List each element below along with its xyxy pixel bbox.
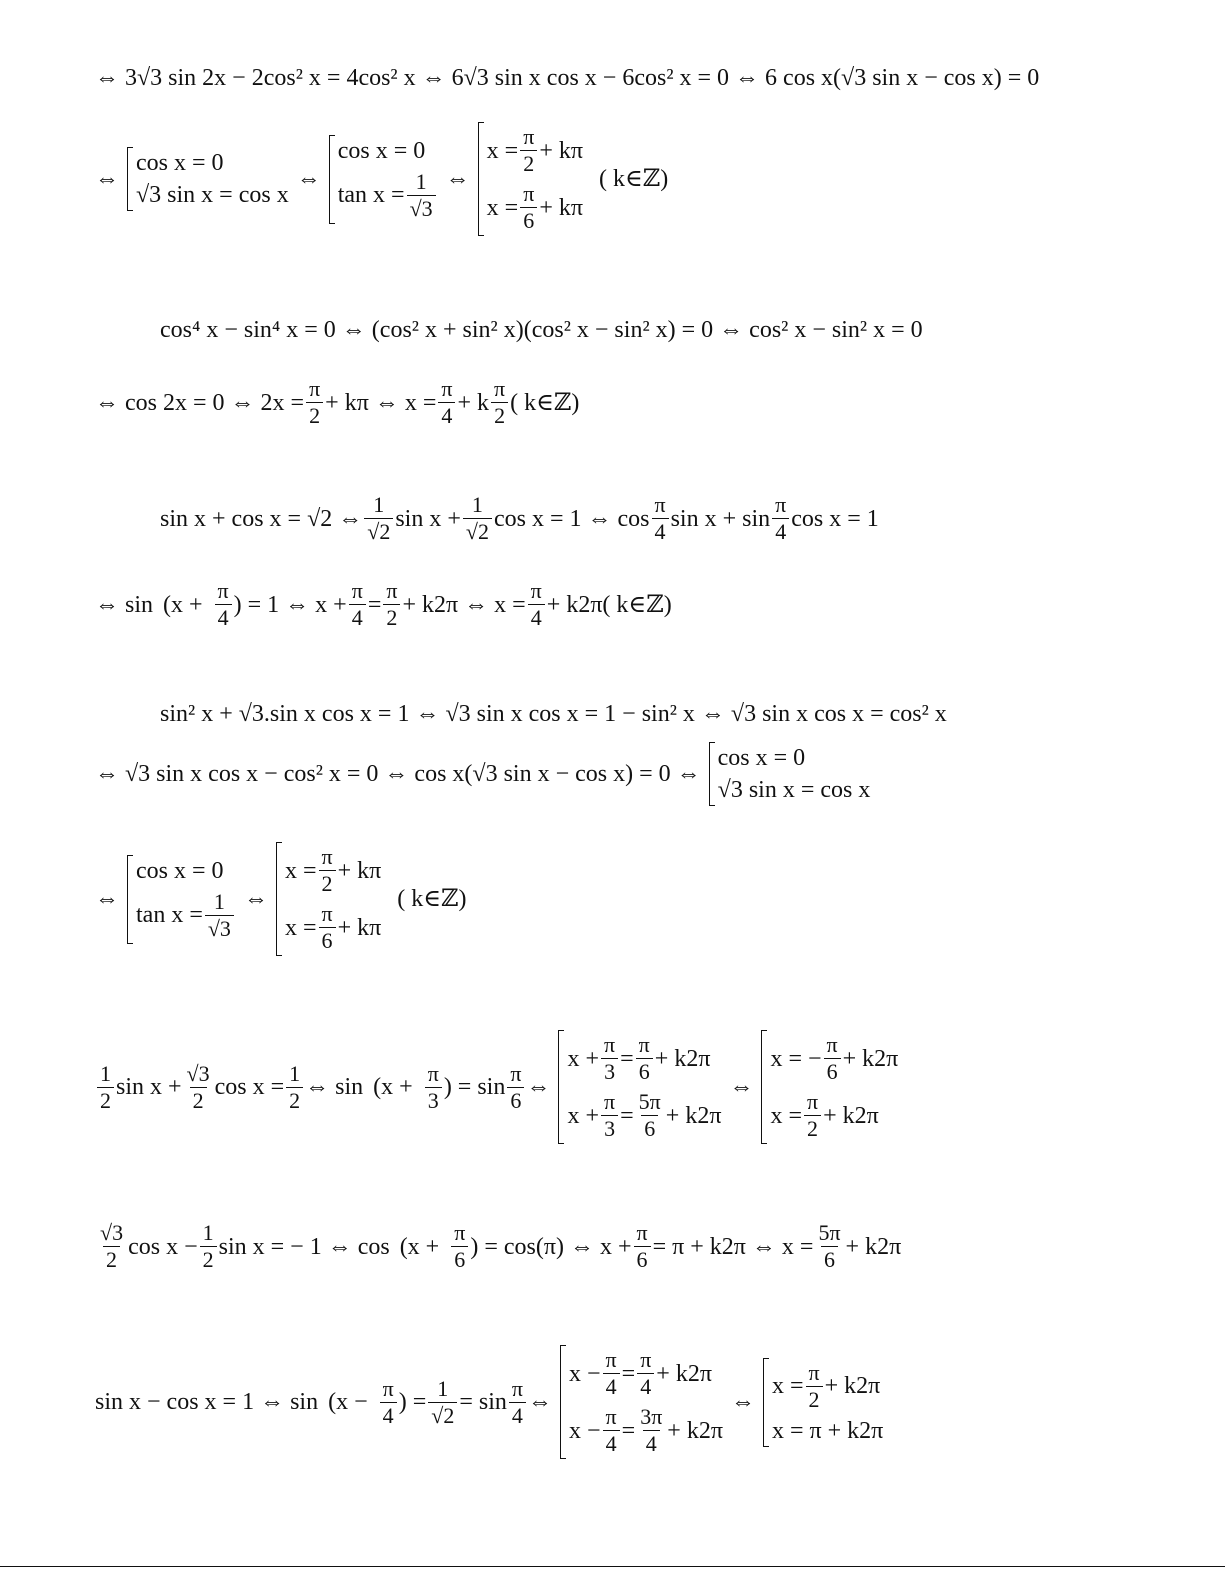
fraction (520, 126, 537, 175)
equation-text: cos⁴ x − sin⁴ x = 0 ⇔ (cos² x + sin² x)(cos² x − sin² x) = 0 ⇔ cos² x − sin² x = 0 (160, 317, 923, 343)
denominator: 4 (643, 1430, 660, 1455)
fraction (184, 1060, 213, 1113)
math-text: ⇔ sin (305, 1074, 364, 1100)
math-text: x + (567, 1045, 600, 1072)
math-text: cos x = (214, 1074, 285, 1100)
math-text: ) = cos(π) ⇔ x + (470, 1233, 632, 1260)
fraction (463, 494, 492, 543)
numerator: π (806, 1089, 819, 1114)
denominator: √2 (364, 518, 393, 543)
denominator: 6 (641, 1115, 658, 1140)
equation-1a (95, 66, 1039, 90)
fraction (200, 1222, 217, 1271)
numerator: 3π (640, 1404, 663, 1429)
math-text: = (621, 1417, 636, 1444)
system-row (338, 167, 438, 224)
fraction (318, 846, 335, 895)
denominator: 3 (601, 1115, 618, 1140)
system-row: cos x = 0 (717, 745, 806, 771)
system-row (487, 122, 583, 179)
fraction (491, 378, 508, 427)
solution-system (763, 1358, 883, 1447)
denominator: √2 (463, 518, 492, 543)
fraction (633, 1222, 650, 1271)
numerator: π (309, 376, 321, 401)
math-text: sin x = − 1 ⇔ cos (218, 1233, 390, 1260)
system-row (569, 1402, 723, 1459)
denominator: 4 (509, 1402, 526, 1427)
denominator: 2 (491, 402, 508, 427)
numerator: π (523, 181, 535, 206)
equiv-symbol: ⇔ (527, 1389, 552, 1415)
math-text: + kπ (337, 857, 382, 884)
numerator: π (321, 844, 333, 869)
fraction (507, 1060, 524, 1113)
denominator: 4 (349, 604, 366, 629)
math-text: sin x + (116, 1074, 182, 1100)
numerator: π (351, 578, 363, 603)
denominator: √3 (205, 915, 234, 940)
numerator: 1 (100, 1060, 111, 1086)
system-row (772, 1358, 883, 1415)
denominator: 2 (190, 1087, 207, 1112)
numerator: 1 (471, 492, 483, 517)
numerator: π (604, 1089, 616, 1114)
numerator: π (382, 1375, 394, 1401)
math-text: + k2π (823, 1102, 879, 1129)
equation-4b (95, 742, 878, 806)
denominator: 6 (451, 1246, 468, 1271)
math-text: tan x = (337, 182, 405, 208)
equation-3b (95, 580, 672, 629)
numerator: π (654, 492, 666, 517)
denominator: 4 (215, 604, 232, 629)
denominator: 6 (821, 1246, 838, 1271)
numerator: 1 (289, 1060, 301, 1086)
denominator: 2 (319, 870, 336, 895)
numerator: π (604, 1032, 616, 1057)
denominator: 2 (97, 1087, 114, 1112)
math-text: ⇔ sin (95, 591, 154, 618)
math-text: cos x − (128, 1233, 198, 1260)
system-row: √3 sin x = cos x (136, 182, 289, 208)
fraction (364, 494, 393, 543)
equation-2a (160, 318, 923, 342)
math-text: (x − (328, 1389, 368, 1415)
numerator: π (427, 1060, 439, 1086)
solution-system (276, 842, 381, 956)
math-text: cos x = 1 ⇔ cos (493, 505, 650, 532)
denominator: 6 (824, 1058, 841, 1083)
math-text: = (620, 1045, 634, 1072)
math-text: + k2π (665, 1102, 722, 1129)
math-text: ) = (398, 1389, 427, 1415)
equation-7 (95, 1345, 891, 1459)
fraction (97, 1060, 114, 1113)
fraction (636, 1091, 664, 1140)
math-text: x + (567, 1102, 600, 1129)
equiv-symbol: ⇔ (95, 886, 119, 912)
math-text: = sin (459, 1389, 507, 1415)
system-row: √3 sin x = cos x (717, 777, 871, 803)
numerator: 1 (202, 1220, 214, 1245)
denominator: 2 (103, 1246, 120, 1271)
numerator: π (511, 1375, 523, 1401)
equation-1b (95, 122, 668, 236)
numerator: π (640, 1347, 652, 1372)
math-text: sin x + (395, 505, 461, 532)
equiv-symbol: ⇔ (730, 1389, 755, 1415)
math-text: x = (486, 137, 519, 164)
denominator: 2 (306, 402, 323, 427)
math-text: x = (284, 914, 317, 941)
fraction (509, 1375, 526, 1428)
integer-condition: ( k∈ℤ) (598, 166, 669, 192)
system-row: cos x = 0 (136, 150, 224, 176)
denominator: 4 (380, 1402, 397, 1427)
math-text: ) = 1 ⇔ x + (233, 591, 347, 618)
numerator: π (510, 1060, 522, 1086)
denominator: 2 (806, 1386, 823, 1411)
denominator: 2 (804, 1115, 821, 1140)
denominator: 2 (286, 1087, 303, 1112)
fraction (318, 903, 335, 952)
denominator: 6 (636, 1058, 653, 1083)
system-row (136, 887, 236, 944)
numerator: π (386, 578, 398, 603)
denominator: √2 (428, 1402, 457, 1427)
system-row (567, 1030, 721, 1087)
fraction (407, 168, 436, 221)
numerator: 1 (437, 1375, 449, 1401)
denominator: 3 (425, 1087, 442, 1112)
denominator: 4 (652, 518, 669, 543)
math-text: + k2π( k∈ℤ) (546, 591, 672, 618)
numerator: π (808, 1359, 820, 1385)
math-text: + k2π (842, 1045, 899, 1072)
denominator: √3 (407, 195, 436, 220)
equation-system (558, 1030, 721, 1144)
numerator: π (321, 901, 333, 926)
denominator: 6 (634, 1246, 651, 1271)
system-row: x = π + k2π (771, 1417, 884, 1444)
denominator: 4 (528, 604, 545, 629)
denominator: 2 (383, 604, 400, 629)
numerator: √3 (186, 1060, 210, 1086)
math-text: (x + (399, 1233, 440, 1260)
fraction (380, 1375, 397, 1428)
fraction (520, 183, 537, 232)
math-text: + k2π ⇔ x = (402, 591, 526, 618)
fraction (804, 1091, 821, 1140)
math-text: tan x = (136, 902, 203, 928)
fraction (637, 1406, 665, 1455)
fraction (425, 1060, 442, 1113)
fraction (601, 1034, 618, 1083)
denominator: 6 (520, 207, 537, 232)
fraction (772, 494, 789, 543)
denominator: 3 (601, 1058, 618, 1083)
solution-system (761, 1030, 898, 1144)
equation-text: sin² x + √3.sin x cos x = 1 ⇔ √3 sin x cos x = 1 − sin² x ⇔ √3 sin x cos x = cos² x (160, 701, 947, 727)
fraction (806, 1359, 823, 1412)
system-row (567, 1087, 721, 1144)
math-text: = (620, 1102, 634, 1129)
system-row (285, 899, 381, 956)
math-text: (x + (163, 591, 203, 618)
system-row (770, 1030, 898, 1087)
denominator: 4 (637, 1373, 654, 1398)
math-text: sin x − cos x = 1 ⇔ sin (95, 1389, 319, 1415)
numerator: 5π (818, 1220, 841, 1245)
math-text: sin x + cos x = √2 ⇔ (160, 505, 363, 532)
math-text: (x + (373, 1074, 413, 1100)
fraction (428, 1375, 457, 1428)
math-text: ) = sin (443, 1074, 506, 1100)
denominator: 6 (319, 927, 336, 952)
equiv-symbol: ⇔ (296, 166, 321, 192)
math-text: + kπ ⇔ x = (325, 389, 437, 416)
math-text: cos x = 1 (791, 505, 879, 532)
fraction (603, 1349, 620, 1398)
numerator: π (636, 1220, 648, 1245)
numerator: π (441, 376, 453, 401)
numerator: π (454, 1220, 466, 1245)
numerator: π (775, 492, 787, 517)
fraction (651, 494, 668, 543)
numerator: 1 (373, 492, 385, 517)
fraction (601, 1091, 618, 1140)
fraction (451, 1222, 468, 1271)
numerator: 1 (213, 888, 225, 914)
equiv-symbol: ⇔ (95, 166, 119, 192)
numerator: √3 (100, 1220, 124, 1245)
equation-system (127, 147, 289, 211)
numerator: π (523, 124, 535, 149)
numerator: π (494, 376, 506, 401)
equiv-symbol: ⇔ (243, 886, 268, 912)
equation-2b (95, 378, 579, 427)
numerator: π (638, 1032, 650, 1057)
system-row: cos x = 0 (337, 137, 426, 164)
footer-rule (0, 1566, 1225, 1567)
solution-system (478, 122, 583, 236)
equation-system (709, 742, 871, 806)
numerator: 5π (638, 1089, 661, 1114)
math-text: + k (457, 389, 490, 416)
equation-5 (95, 1030, 906, 1144)
numerator: π (605, 1404, 617, 1429)
equation-4a (160, 702, 947, 726)
fraction (636, 1034, 653, 1083)
math-text: x = (771, 1373, 804, 1399)
equation-3a (160, 494, 879, 543)
system-row (487, 179, 583, 236)
math-text: x = − (770, 1045, 822, 1072)
integer-condition: ( k∈ℤ) (397, 886, 467, 912)
fraction (215, 580, 232, 629)
math-text: + k2π (824, 1373, 881, 1399)
equation-system (560, 1345, 723, 1459)
equation-4c (95, 842, 467, 956)
math-text: = π + k2π ⇔ x = (652, 1233, 814, 1260)
equation-text: ⇔ 3√3 sin 2x − 2cos² x = 4cos² x ⇔ 6√3 sin x cos x − 6cos² x = 0 ⇔ 6 cos x(√3 sin x − cos x) = 0 (95, 65, 1040, 91)
equation-6 (95, 1222, 901, 1271)
denominator: 4 (603, 1373, 620, 1398)
equation-system (127, 855, 236, 944)
fraction (438, 378, 455, 427)
numerator: π (826, 1032, 838, 1057)
numerator: π (530, 578, 542, 603)
math-text: + k2π (845, 1233, 902, 1260)
math-text: + kπ (539, 194, 583, 221)
equiv-symbol: ⇔ (729, 1074, 754, 1100)
fraction (637, 1349, 654, 1398)
system-row (569, 1345, 723, 1402)
denominator: 2 (520, 150, 537, 175)
fraction (603, 1406, 620, 1455)
equiv-symbol: ⇔ (526, 1074, 551, 1100)
fraction (349, 580, 366, 629)
equiv-symbol: ⇔ (445, 166, 470, 192)
math-text: x − (568, 1417, 601, 1444)
equation-system (329, 135, 438, 224)
math-text: + kπ (337, 914, 382, 941)
integer-condition: ( k∈ℤ) (510, 389, 580, 416)
fraction (306, 378, 323, 427)
math-text: sin x + sin (670, 505, 771, 532)
system-row (770, 1087, 898, 1144)
math-text: = (621, 1360, 636, 1387)
math-text: + k2π (667, 1417, 723, 1444)
denominator: 2 (200, 1246, 217, 1271)
math-text: + kπ (539, 137, 583, 164)
fraction (815, 1222, 843, 1271)
math-text: ⇔ cos 2x = 0 ⇔ 2x = (95, 389, 305, 416)
math-text: + k2π (654, 1045, 711, 1072)
math-text: x = (284, 857, 317, 884)
system-row (285, 842, 381, 899)
denominator: 4 (438, 402, 455, 427)
denominator: 6 (507, 1087, 524, 1112)
fraction (286, 1060, 303, 1113)
equation-text: ⇔ √3 sin x cos x − cos² x = 0 ⇔ cos x(√3 sin x − cos x) = 0 ⇔ (95, 761, 701, 787)
fraction (824, 1034, 841, 1083)
numerator: π (217, 578, 229, 603)
system-row: cos x = 0 (136, 857, 224, 884)
numerator: π (605, 1347, 617, 1372)
fraction (205, 888, 234, 941)
math-text: x = (486, 194, 519, 221)
fraction (528, 580, 545, 629)
denominator: 4 (772, 518, 789, 543)
fraction (383, 580, 400, 629)
numerator: 1 (415, 168, 427, 194)
math-text: + k2π (656, 1360, 712, 1387)
fraction (97, 1222, 126, 1271)
math-text: x = (770, 1102, 802, 1129)
math-text: x − (568, 1360, 601, 1387)
denominator: 4 (603, 1430, 620, 1455)
math-text: = (367, 591, 382, 618)
